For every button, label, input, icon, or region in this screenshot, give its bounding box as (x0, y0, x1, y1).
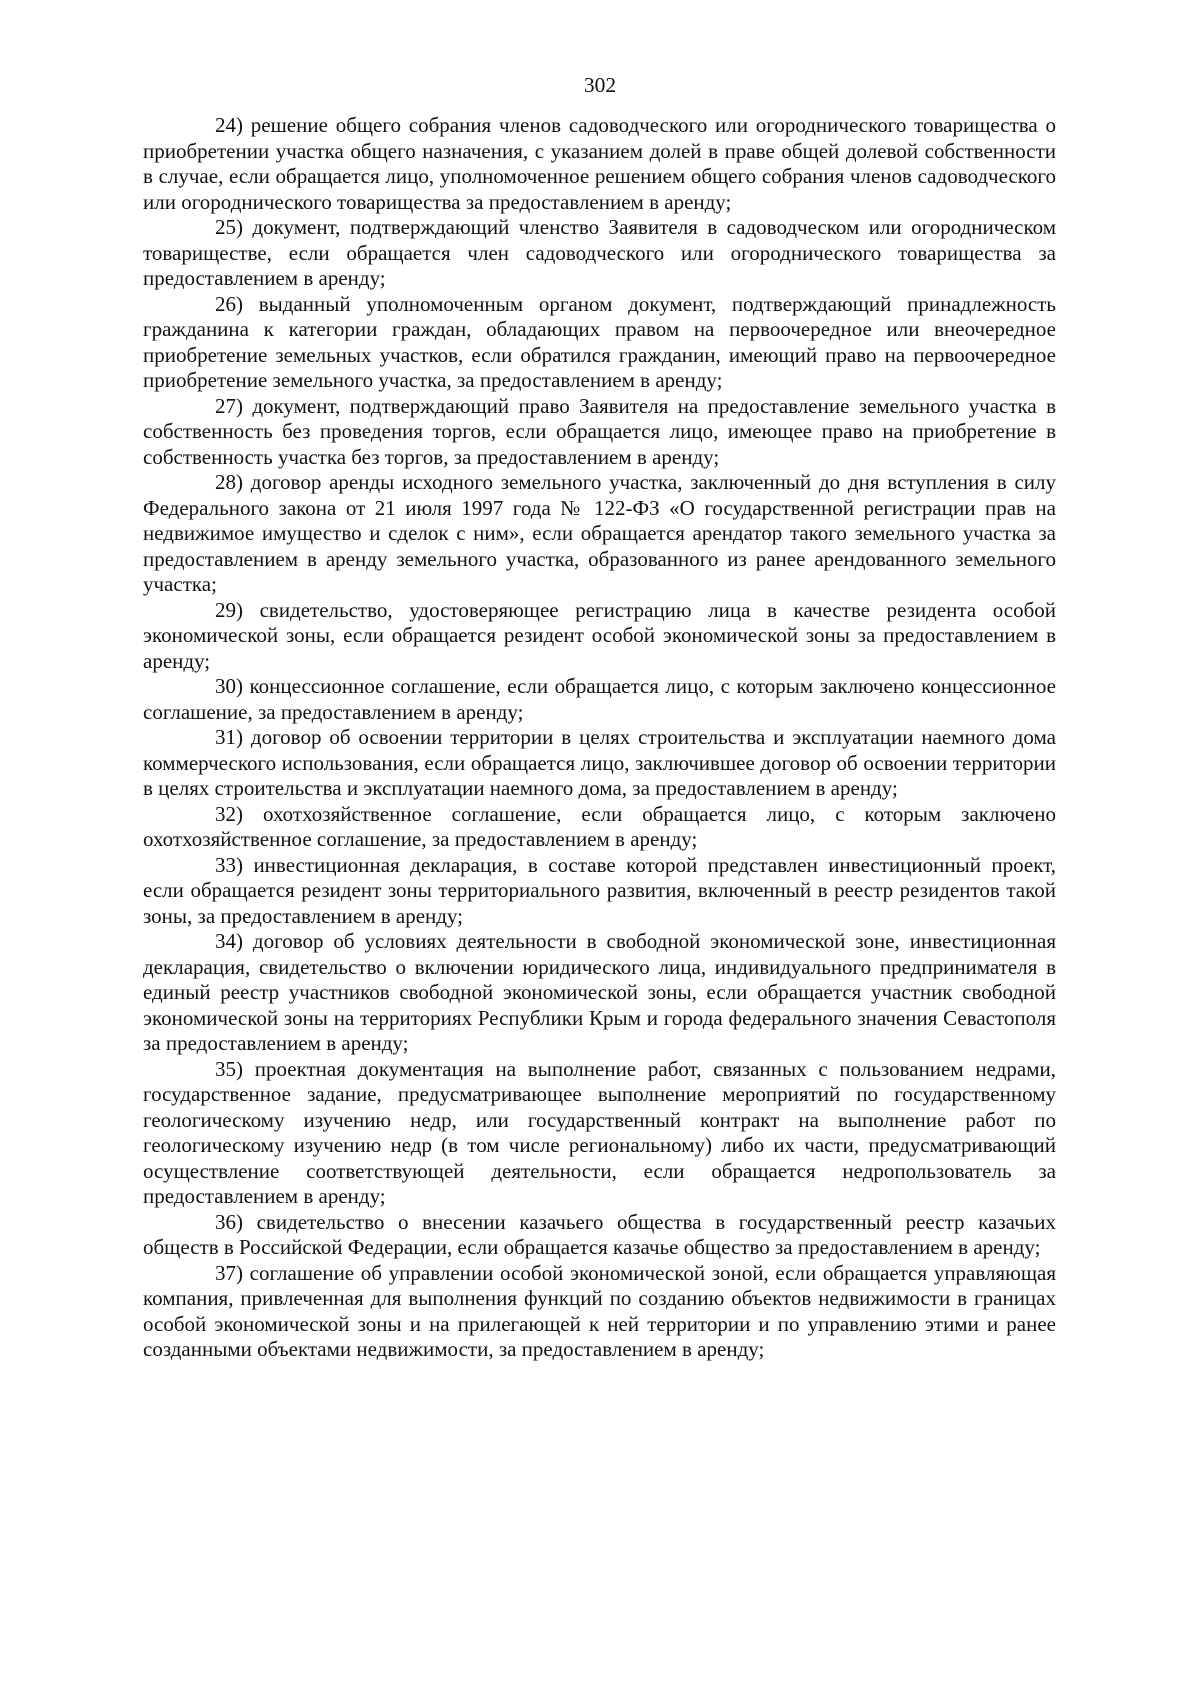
list-item-28: 28) договор аренды исходного земельного участка, заключенный до дня вступления в силу Федерального закона от 21 июля 1997 года № 122-ФЗ «О государственной регистрации прав на недвижимое имущество и сделок с ним», если обращается арендатор такого земельного участка за предоставлением в аренду земельного участка, образованного из ранее арендованного земельного участка; (143, 470, 1056, 596)
list-item-29: 29) свидетельство, удостоверяющее регистрацию лица в качестве резидента особой экономической зоны, если обращается резидент особой экономической зоны за предоставлением в аренду; (143, 597, 1056, 673)
list-item-33: 33) инвестиционная декларация, в составе которой представлен инвестиционный проект, если обращается резидент зоны территориального развития, включенный в реестр резидентов такой зоны, за предоставлением в аренду; (143, 852, 1056, 928)
list-item-31: 31) договор об освоении территории в целях строительства и эксплуатации наемного дома коммерческого использования, если обращается лицо, заключившее договор об освоении территории в целях строительства и эксплуатации наемного дома, за предоставлением в аренду; (143, 725, 1056, 800)
page-number: 302 (583, 73, 617, 97)
list-item-30: 30) концессионное соглашение, если обращается лицо, с которым заключено концессионное соглашение, за предоставлением в аренду; (143, 674, 1056, 724)
list-item-34: 34) договор об условиях деятельности в свободной экономической зоне, инвестиционная декларация, свидетельство о включении юридического лица, индивидуального предпринимателя в единый реестр участников свободной экономической зоны, если обращается участник свободной экономической зоны на территориях Республики Крым и города федерального значения Севастополя за предоставлением в аренду; (143, 929, 1056, 1055)
list-item-24: 24) решение общего собрания членов садоводческого или огороднического товарищества о приобретении участка общего назначения, с указанием долей в праве общей долевой собственности в случае, если обращается лицо, уполномоченное решением общего собрания членов садоводческого или огороднического товарищества за предоставлением в аренду; (143, 113, 1056, 214)
list-item-36: 36) свидетельство о внесении казачьего общества в государственный реестр казачьих обществ в Российской Федерации, если обращается казачье общество за предоставлением в аренду; (143, 1209, 1056, 1259)
document-body (143, 113, 1056, 1363)
list-item-25: 25) документ, подтверждающий членство Заявителя в садоводческом или огородническом товариществе, если обращается член садоводческого или огороднического товарищества за предоставлением в аренду; (143, 215, 1056, 290)
list-item-37: 37) соглашение об управлении особой экономической зоной, если обращается управляющая компания, привлеченная для выполнения функций по созданию объектов недвижимости в границах особой экономической зоны и на прилегающей к ней территории и по управлению этими и ранее созданными объектами недвижимости, за предоставлением в аренду; (143, 1260, 1056, 1361)
list-item-35: 35) проектная документация на выполнение работ, связанных с пользованием недрами, государственное задание, предусматривающее выполнение мероприятий по государственному геологическому изучению недр, или государственный контракт на выполнение работ по геологическому изучению недр (в том числе региональному) либо их части, предусматривающий осуществление соответствующей деятельности, если обращается недропользователь за предоставлением в аренду; (143, 1056, 1056, 1208)
list-item-27: 27) документ, подтверждающий право Заявителя на предоставление земельного участка в собственность без проведения торгов, если обращается лицо, имеющее право на приобретение в собственность участка без торгов, за предоставлением в аренду; (143, 393, 1056, 469)
list-item-26: 26) выданный уполномоченным органом документ, подтверждающий принадлежность гражданина к категории граждан, обладающих правом на первоочередное или внеочередное приобретение земельных участков, если обратился гражданин, имеющий право на первоочередное приобретение земельного участка, за предоставлением в аренду; (143, 291, 1056, 392)
list-item-32: 32) охотхозяйственное соглашение, если обращается лицо, с которым заключено охотхозяйственное соглашение, за предоставлением в аренду; (143, 801, 1056, 851)
